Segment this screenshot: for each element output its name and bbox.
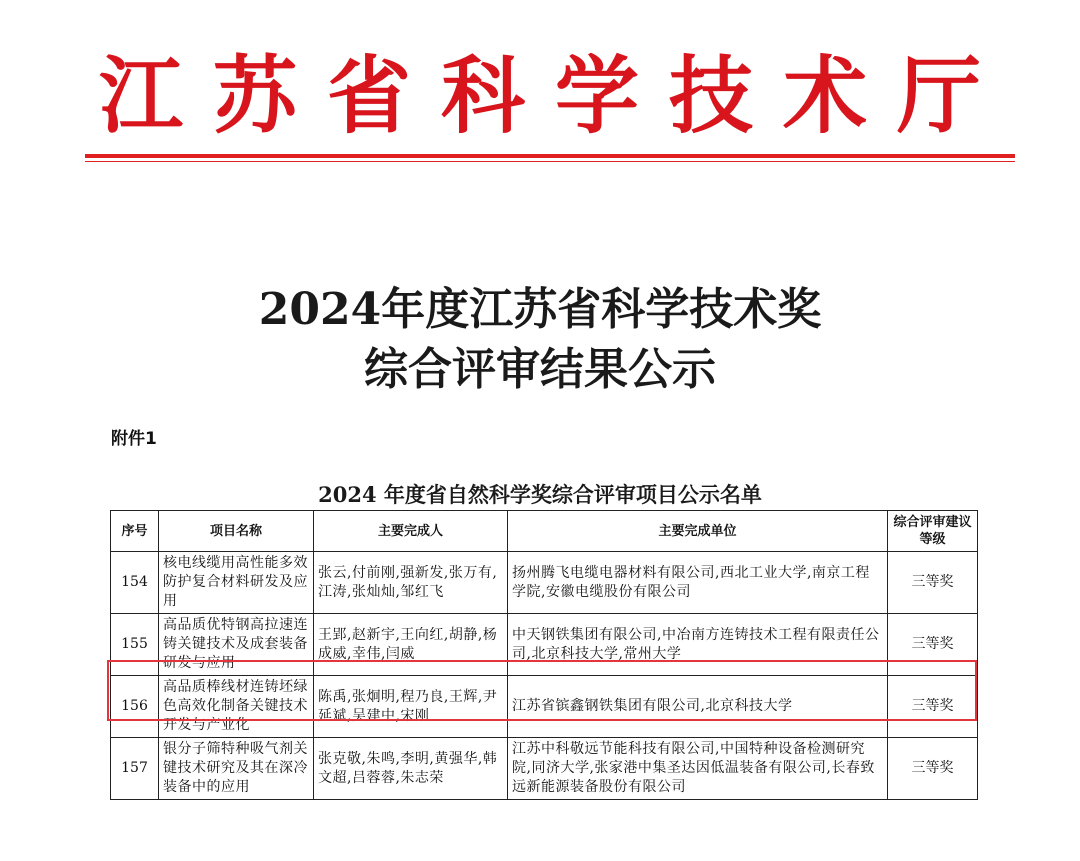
table-row [111, 738, 978, 800]
row-grade: 三等奖 [888, 614, 978, 676]
row-contributors: 张克敬,朱鸣,李明,黄强华,韩文超,吕蓉蓉,朱志荣 [314, 738, 508, 800]
letterhead: 江苏省科学技术厅 [98, 46, 1011, 145]
row-project-name: 银分子筛特种吸气剂关键技术研究及其在深冷装备中的应用 [159, 738, 314, 800]
table-row-highlighted [111, 676, 978, 738]
row-number: 157 [111, 738, 159, 800]
row-number: 156 [111, 676, 159, 738]
row-grade: 三等奖 [888, 676, 978, 738]
row-units: 中天钢铁集团有限公司,中冶南方连铸技术工程有限责任公司,北京科技大学,常州大学 [508, 614, 888, 676]
row-grade: 三等奖 [888, 552, 978, 614]
row-units: 扬州腾飞电缆电器材料有限公司,西北工业大学,南京工程学院,安徽电缆股份有限公司 [508, 552, 888, 614]
row-project-name: 核电线缆用高性能多效防护复合材料研发及应用 [159, 552, 314, 614]
document-title-line1: 2024年度江苏省科学技术奖 [258, 284, 822, 335]
letterhead-rule-thick [85, 154, 1015, 158]
project-list-table [110, 510, 978, 800]
header-number: 序号 [111, 511, 159, 552]
row-units: 江苏省镔鑫钢铁集团有限公司,北京科技大学 [508, 676, 888, 738]
row-contributors: 陈禹,张炯明,程乃良,王辉,尹延斌,吴建中,宋刚 [314, 676, 508, 738]
table-title: 2024 年度省自然科学奖综合评审项目公示名单 [318, 482, 762, 507]
attachment-label: 附件1 [111, 429, 157, 449]
row-number: 155 [111, 614, 159, 676]
table-row [111, 552, 978, 614]
row-project-name: 高品质优特钢高拉速连铸关键技术及成套装备研发与应用 [159, 614, 314, 676]
row-contributors: 张云,付前刚,强新发,张万有,江涛,张灿灿,邹红飞 [314, 552, 508, 614]
header-review-grade: 综合评审建议等级 [888, 511, 978, 552]
row-project-name: 高品质棒线材连铸坯绿色高效化制备关键技术开发与产业化 [159, 676, 314, 738]
table-header-row [111, 511, 978, 552]
header-project-name: 项目名称 [159, 511, 314, 552]
letterhead-rule-thin [85, 161, 1015, 162]
header-main-contributors: 主要完成人 [314, 511, 508, 552]
row-number: 154 [111, 552, 159, 614]
table-row [111, 614, 978, 676]
row-units: 江苏中科敬远节能科技有限公司,中国特种设备检测研究院,同济大学,张家港中集圣达因低温装备有限公司,长春致远新能源装备股份有限公司 [508, 738, 888, 800]
row-contributors: 王郢,赵新宇,王向红,胡静,杨成威,幸伟,闫威 [314, 614, 508, 676]
header-main-units: 主要完成单位 [508, 511, 888, 552]
document-title-line2: 综合评审结果公示 [364, 344, 716, 395]
row-grade: 三等奖 [888, 738, 978, 800]
